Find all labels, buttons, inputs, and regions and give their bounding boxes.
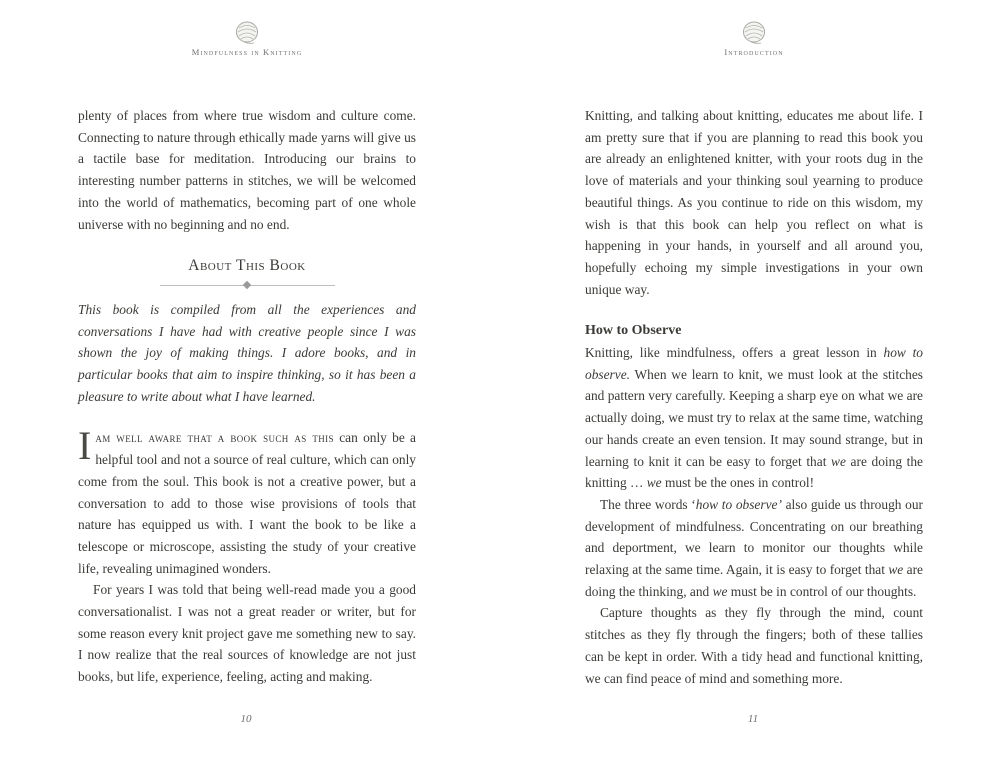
page-number: 10 (240, 713, 252, 725)
paragraph: plenty of places from where true wisdom and culture come. Connecting to nature through ethically made yarns will give us a tactile base for meditation. Introducing our brains to interesting number patterns in stitches, we will be welcomed into the world of mathematics, becoming part of one whole universe with no beginning and no end. (78, 108, 416, 232)
paragraph: Knitting, and talking about knitting, educates me about life. I am pretty sure that if you are planning to read this book you are already an enlightened knitter, with your roots dug in the love of materials and your thinking soul yearning to produce beautiful things. As you continue to ride on this wisdom, my wish is that this book can help you reflect on what is happening in your hands, in yourself and all around you, hopefully echoing my simple investigations in your own unique way. (585, 108, 923, 297)
paragraph: Capture thoughts as they fly through the mind, count stitches as they fly through the fingers; both of these tallies can be kept in order. With a tidy head and functional knitting, we can find peace of mind and something more. (585, 605, 923, 686)
paragraph: The three words ‘how to observe’ also guide us through our development of mindfulness. Concentrating on our breathing and deportment, we learn to monitor our thoughts while relaxing at the same time. Again, it is easy to forget that we are doing the thinking, and we must be in control of our thoughts. (585, 496, 924, 599)
paragraph-text: can only be a helpful tool and not a source of real culture, which can only come from the soul. This book is not a creative power, but a conversation to add to those wise provisions of tools that nature has equipped us with. I want the book to be like a telescope or microscope, assisting the study of your creative life, revealing unimagined wonders. (78, 430, 416, 576)
page-number: 11 (747, 713, 759, 725)
subheading: How to Observe (585, 323, 682, 339)
paragraph: Knitting, like mindfulness, offers a great lesson in how to observe. When we learn to knit, we must look at the stitches and pattern very carefully. Keeping a sharp eye on what we are actually doing, we must try to relax at the same time, watching our hands create an even tension. It may sound strange, but in learning to knit it can be easy to forget that we are doing the knitting … we must be the ones in control! (585, 345, 924, 491)
drop-cap: I (78, 423, 92, 469)
right-page (500, 0, 1000, 768)
intro-italic-paragraph: This book is compiled from all the experiences and conversations I have had with creative people since I was shown the joy of making things. I adore books, and in particular books that aim to inspire thinking, so it has been a pleasure to write about what I have learned. (78, 301, 416, 404)
diamond-icon (242, 281, 250, 289)
dropcap-paragraph (78, 423, 416, 579)
section-divider (160, 279, 335, 293)
left-text-column (78, 105, 416, 688)
lead-in-smallcaps: am well aware that a book such as this (95, 430, 334, 446)
right-text-column (585, 105, 923, 689)
yarn-ball-icon (235, 20, 259, 46)
yarn-ball-icon (742, 20, 766, 46)
section-title: About This Book (188, 257, 306, 275)
running-head: Mindfulness in Knitting (191, 47, 303, 57)
running-head: Introduction (724, 47, 784, 57)
paragraph: For years I was told that being well-read made you a good conversationalist. I was not a great reader or writer, but for some reason every knit project gave me something new to say. I now realize that the real sources of knowledge are not just books, but life, experience, feeling, acting and making. (78, 582, 416, 685)
